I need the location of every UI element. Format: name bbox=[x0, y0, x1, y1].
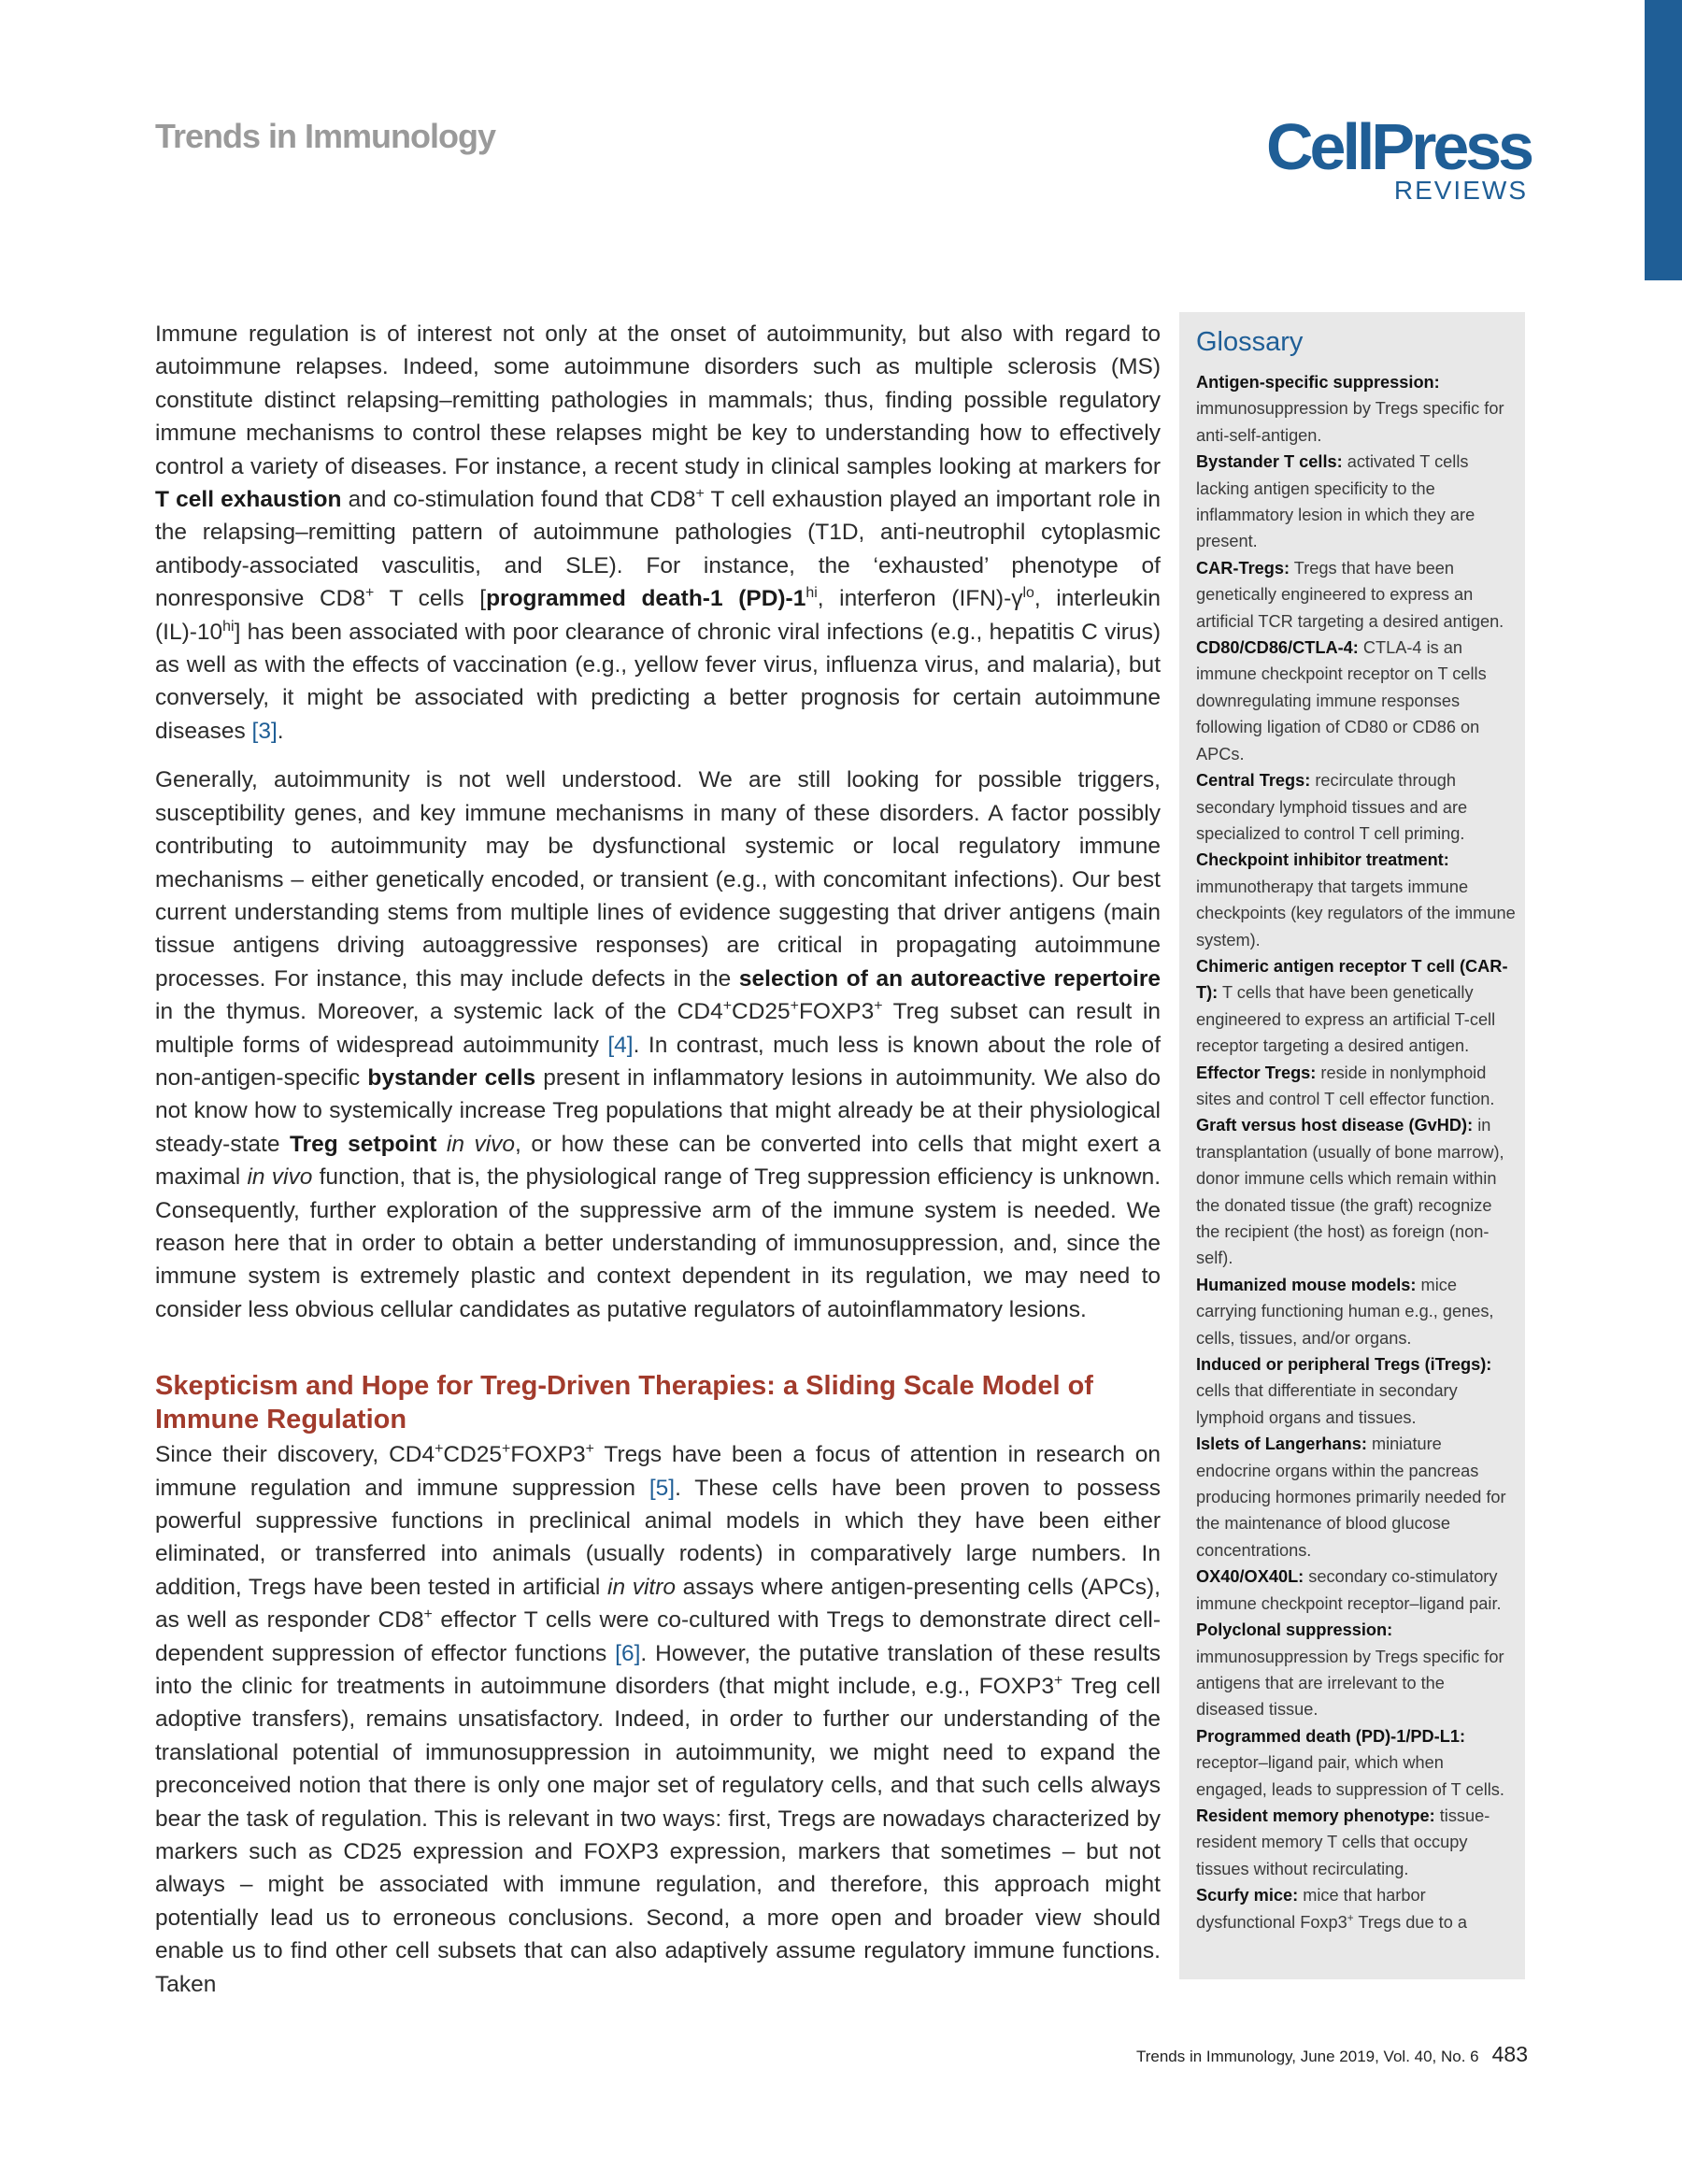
superscript: + bbox=[585, 1441, 594, 1458]
glossary-entry bbox=[1196, 1112, 1516, 1271]
text-run: T cells [ bbox=[374, 586, 487, 612]
glossary-term: Chimeric antigen receptor T cell (CAR-T): bbox=[1196, 956, 1508, 1003]
text-run: CD25 bbox=[732, 999, 791, 1025]
glossary-entry bbox=[1196, 369, 1516, 449]
glossary-term: Antigen-specific suppression: bbox=[1196, 373, 1440, 392]
citation-link[interactable]: [4] bbox=[607, 1032, 634, 1058]
text-run: Since their discovery, CD4 bbox=[155, 1442, 435, 1468]
glossary-entry bbox=[1196, 1351, 1516, 1431]
text-run: and co-stimulation found that CD8 bbox=[341, 487, 696, 513]
text-run: . These cells have been proven to possess powerful suppressive functions in preclinical animal models in which they have been either eliminated, or transferred into animals (usually rodents) in comparatively large numbers. In addition, Tregs have been tested in artificial bbox=[155, 1475, 1162, 1600]
glossary-definition: T cells that have been genetically engineered to express an artificial T-cell receptor targeting a desired antigen. bbox=[1196, 983, 1496, 1056]
superscript: + bbox=[1347, 1910, 1354, 1924]
glossary-term: Resident memory phenotype: bbox=[1196, 1806, 1435, 1825]
citation-link[interactable]: [3] bbox=[251, 718, 278, 744]
paragraph bbox=[155, 764, 1161, 1326]
superscript: + bbox=[874, 997, 883, 1014]
text-run: FOXP3 bbox=[510, 1442, 586, 1468]
text-run: , or how these can be converted into cells that might exert a maximal bbox=[155, 1131, 1161, 1191]
glossary-entry bbox=[1196, 767, 1516, 847]
glossary-definition: miniature endocrine organs within the pancreas producing hormones primarily needed for the maintenance of blood glucose concentrations. bbox=[1196, 1435, 1506, 1560]
glossary-definition: tissue-resident memory T cells that occupy tissues without recirculating. bbox=[1196, 1806, 1490, 1878]
superscript: + bbox=[695, 485, 705, 502]
text-run: T cell exhaustion played an important role in the relapsing–remitting pattern of autoimmune pathologies (T1D, anti-neutrophil cytoplasmic antibody-associated vasculitis, and SLE). For instance, the ‘exhausted’ phenotype of nonresponsive CD8 bbox=[155, 487, 1161, 612]
glossary-definition: CTLA-4 is an immune checkpoint receptor on T cells downregulating immune responses following ligation of CD80 or CD86 on APCs. bbox=[1196, 638, 1487, 764]
glossary-definition: Tregs due to a bbox=[1353, 1912, 1468, 1932]
citation-link[interactable]: [6] bbox=[615, 1640, 641, 1666]
superscript: lo bbox=[1022, 585, 1034, 602]
text-run: assays where antigen-presenting cells (APCs), as well as responder CD8 bbox=[155, 1574, 1161, 1634]
journal-name: Trends in Immunology bbox=[155, 117, 496, 155]
glossary-list bbox=[1196, 369, 1516, 1935]
glossary-definition: mice that harbor dysfunctional Foxp3 bbox=[1196, 1886, 1426, 1932]
bold-term: selection of an autoreactive repertoire bbox=[738, 965, 1161, 992]
section-heading: Skepticism and Hope for Treg-Driven Therapies: a Sliding Scale Model of Immune Regulation bbox=[155, 1371, 1093, 1435]
glossary-definition: receptor–ligand pair, which when engaged, leads to suppression of T cells. bbox=[1196, 1753, 1504, 1799]
text-run: present in inflammatory lesions in autoimmunity. We also do not know how to systemically increase Treg populations that might already be at their physiological steady-state bbox=[155, 1064, 1161, 1157]
glossary-entry bbox=[1196, 1431, 1516, 1563]
footer-citation: Trends in Immunology, June 2019, Vol. 40, No. 6 bbox=[1135, 2048, 1479, 2065]
text-run: Treg cell adoptive transfers), remains unsatisfactory. Indeed, in order to further our understanding of the translational potential of immunosuppression in autoimmunity, we might need to expand the preconceived notion that there is only one major set of regulatory cells, and that such cells always bear the task of regulation. This is relevant in two ways: first, Tregs are nowadays characterized by markers such as CD25 expression and FOXP3 expression, markers that sometimes – but not always – might be associated with immune regulation, and therefore, this approach might potentially lead us to erroneous conclusions. Second, a more open and broader view should enable us to find other cell subsets that can also adaptively assume regulatory immune functions. Taken bbox=[155, 1674, 1161, 1997]
text-run: Treg subset can result in multiple forms of widespread autoimmunity bbox=[155, 999, 1161, 1058]
bold-term: Treg setpoint bbox=[289, 1131, 437, 1157]
glossary-entry bbox=[1196, 1617, 1516, 1723]
text-run: ] has been associated with poor clearance of chronic viral infections (e.g., hepatitis C virus) as well as with the effects of vaccination (e.g., yellow fever virus, influenza virus, and malaria), but conversely, it might be associated with predicting a better prognosis for certain autoimmune diseases bbox=[155, 619, 1161, 744]
superscript: + bbox=[1053, 1672, 1063, 1689]
glossary-definition: cells that differentiate in secondary lymphoid organs and tissues. bbox=[1196, 1381, 1458, 1427]
glossary-term: Islets of Langerhans: bbox=[1196, 1435, 1367, 1454]
glossary-entry bbox=[1196, 1272, 1516, 1351]
superscript: + bbox=[423, 1606, 433, 1623]
page-footer bbox=[1136, 2042, 1528, 2067]
text-run: in the thymus. Moreover, a systemic lack of the CD4 bbox=[155, 999, 723, 1025]
logo-press: Press bbox=[1371, 110, 1532, 183]
glossary-definition: immunosuppression by Tregs specific for anti-self-antigen. bbox=[1196, 399, 1504, 445]
logo-cell: Cell bbox=[1266, 110, 1372, 183]
glossary-entry bbox=[1196, 1723, 1516, 1803]
glossary-entry bbox=[1196, 953, 1516, 1060]
glossary-term: Programmed death (PD)-1/PD-L1: bbox=[1196, 1726, 1466, 1746]
text-run: FOXP3 bbox=[798, 999, 875, 1025]
text-run: effector T cells were co-cultured with Tregs to demonstrate direct cell-dependent suppression of effector functions bbox=[155, 1607, 1161, 1666]
text-run: , interferon (IFN)-γ bbox=[817, 586, 1023, 612]
glossary-term: Humanized mouse models: bbox=[1196, 1275, 1417, 1294]
paragraph bbox=[155, 1438, 1161, 2001]
glossary-term: Graft versus host disease (GvHD): bbox=[1196, 1116, 1474, 1135]
superscript: + bbox=[365, 585, 375, 602]
glossary-definition: secondary co-stimulatory immune checkpoint receptor–ligand pair. bbox=[1196, 1567, 1502, 1613]
text-run: . In contrast, much less is known about the role of non-antigen-specific bbox=[155, 1032, 1161, 1091]
glossary-definition: mice carrying functioning human e.g., genes, cells, tissues, and/or organs. bbox=[1196, 1275, 1494, 1348]
text-run: . bbox=[277, 718, 284, 744]
glossary-entry bbox=[1196, 555, 1516, 635]
text-run bbox=[436, 1132, 446, 1157]
paragraph bbox=[155, 318, 1161, 748]
glossary-term: Polyclonal suppression: bbox=[1196, 1620, 1393, 1640]
glossary-definition: immunosuppression by Tregs specific for antigens that are irrelevant to the diseased tissue. bbox=[1196, 1647, 1504, 1720]
edge-tab bbox=[1645, 0, 1682, 280]
page-number: 483 bbox=[1491, 2042, 1528, 2066]
logo-wordmark bbox=[1266, 110, 1532, 183]
glossary-term: Checkpoint inhibitor treatment: bbox=[1196, 850, 1449, 870]
bold-term: programmed death-1 (PD)-1 bbox=[486, 586, 806, 612]
glossary-definition: immunotherapy that targets immune checkpoints (key regulators of the immune system). bbox=[1196, 877, 1516, 949]
glossary-entry bbox=[1196, 1803, 1516, 1882]
glossary-title: Glossary bbox=[1196, 327, 1304, 357]
superscript: + bbox=[502, 1441, 511, 1458]
superscript: + bbox=[790, 997, 799, 1014]
glossary-entry bbox=[1196, 635, 1516, 767]
glossary-term: Central Tregs: bbox=[1196, 771, 1311, 791]
main-column bbox=[155, 318, 1161, 2017]
text-run: function, that is, the physiological range of Treg suppression efficiency is unknown. Consequently, further exploration of the suppressive arm of the immune system is needed. We reason here that in order to obtain a better understanding of immunosuppression, and, since the immune system is extremely plastic and context dependent in its regulation, we may need to consider less obvious cellular candidates as putative regulators of autoinflammatory lesions. bbox=[155, 1164, 1162, 1322]
cellpress-logo bbox=[1266, 110, 1532, 207]
text-run: . However, the putative translation of these results into the clinic for treatments in autoimmune disorders (that might include, e.g., FOXP3 bbox=[155, 1640, 1161, 1700]
glossary-term: Induced or peripheral Tregs (iTregs): bbox=[1196, 1355, 1492, 1375]
glossary-definition: in transplantation (usually of bone marrow), donor immune cells which remain within the donated tissue (the graft) recognize the recipient (the host) as foreign (non-self). bbox=[1196, 1116, 1504, 1268]
citation-link[interactable]: [5] bbox=[649, 1475, 676, 1501]
italic-text: in vitro bbox=[607, 1574, 677, 1600]
glossary-definition: recirculate through secondary lymphoid tissues and are specialized to control T cell priming. bbox=[1196, 771, 1468, 843]
superscript: hi bbox=[222, 618, 235, 635]
glossary-term: CAR-Tregs: bbox=[1196, 558, 1290, 578]
bold-term: T cell exhaustion bbox=[155, 487, 342, 513]
glossary-term: Bystander T cells: bbox=[1196, 452, 1343, 472]
text-run: Immune regulation is of interest not only at the onset of autoimmunity, but also with regard to autoimmune relapses. Indeed, some autoimmune disorders such as multiple sclerosis (MS) constitute distinct relapsing–remitting pathologies in mammals; thus, finding possible regulatory immune mechanisms to control these relapses might be key to understanding how to effectively control a variety of diseases. For instance, a recent study in clinical samples looking at markers for bbox=[155, 321, 1161, 479]
glossary-term: CD80/CD86/CTLA-4: bbox=[1196, 638, 1359, 658]
italic-text: in vivo bbox=[446, 1131, 516, 1157]
superscript: + bbox=[435, 1441, 444, 1458]
glossary-definition: Tregs that have been genetically engineered to express an artificial TCR targeting a desired antigen. bbox=[1196, 558, 1504, 631]
glossary-definition: reside in nonlymphoid sites and control T cell effector function. bbox=[1196, 1063, 1495, 1108]
glossary-entry bbox=[1196, 847, 1516, 953]
glossary-entry bbox=[1196, 1882, 1516, 1935]
glossary-term: OX40/OX40L: bbox=[1196, 1567, 1304, 1587]
glossary-term: Scurfy mice: bbox=[1196, 1886, 1299, 1906]
superscript: hi bbox=[805, 585, 818, 602]
glossary-box bbox=[1179, 312, 1525, 1979]
superscript: + bbox=[722, 997, 732, 1014]
italic-text: in vivo bbox=[247, 1164, 313, 1191]
bold-term: bystander cells bbox=[367, 1064, 536, 1091]
glossary-entry bbox=[1196, 1563, 1516, 1617]
text-run: CD25 bbox=[443, 1442, 503, 1468]
glossary-term: Effector Tregs: bbox=[1196, 1063, 1317, 1082]
glossary-entry bbox=[1196, 449, 1516, 555]
glossary-entry bbox=[1196, 1060, 1516, 1113]
text-run: , interleukin (IL)-10 bbox=[155, 586, 1161, 645]
logo-reviews: REVIEWS bbox=[1393, 176, 1528, 205]
glossary-definition: activated T cells lacking antigen specificity to the inflammatory lesion in which they are present. bbox=[1196, 452, 1475, 551]
text-run: Tregs have been a focus of attention in research on immune regulation and immune suppression bbox=[155, 1442, 1161, 1501]
text-run: Generally, autoimmunity is not well understood. We are still looking for possible triggers, susceptibility genes, and key immune mechanisms in many of these disorders. A factor possibly contributing to autoimmunity may be dysfunctional systemic or local regulatory immune mechanisms – either genetically encoded, or transient (e.g., with concomitant infections). Our best current understanding stems from multiple lines of evidence suggesting that driver antigens (main tissue antigens driving autoaggressive responses) are critical in propagating autoimmune processes. For instance, this may include defects in the bbox=[155, 767, 1161, 992]
